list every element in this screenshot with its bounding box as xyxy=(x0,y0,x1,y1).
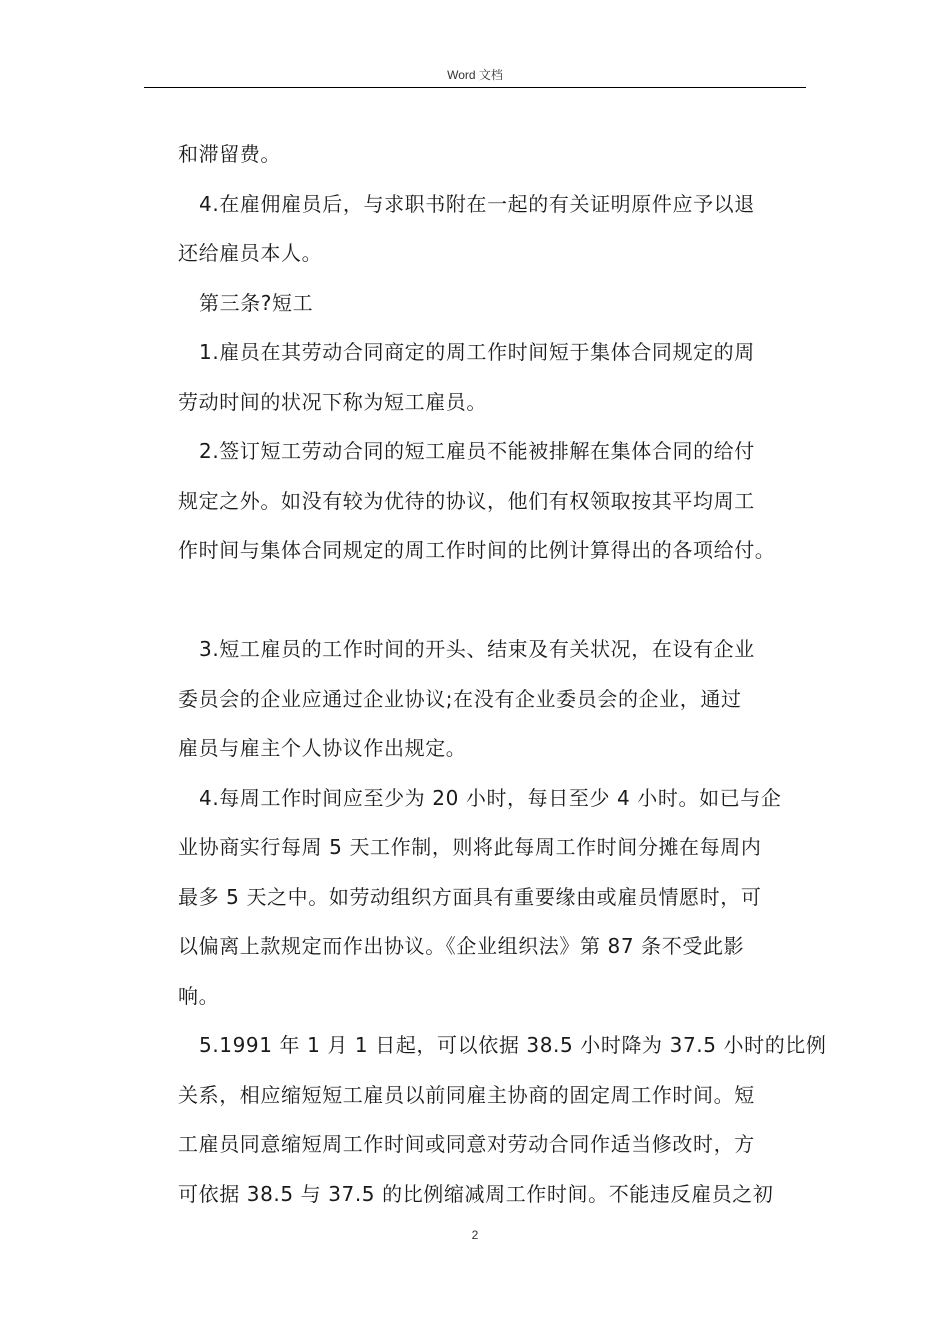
document-body xyxy=(178,130,827,1219)
text-line: 最多 5 天之中。如劳动组织方面具有重要缘由或雇员情愿时，可 xyxy=(178,884,762,909)
text-line: 业协商实行每周 5 天工作制，则将此每周工作时间分摊在每周内 xyxy=(178,835,762,859)
text-line: 5.1991 年 1 月 1 日起，可以依据 38.5 小时降为 37.5 小时的比例 xyxy=(199,1033,827,1057)
text-line: 劳动时间的状况下称为短工雇员。 xyxy=(178,389,487,414)
text-line: 作时间与集体合同规定的周工作时间的比例计算得出的各项给付。 xyxy=(178,538,776,562)
text-line: 和滞留费。 xyxy=(178,142,281,166)
text-line: 1.雇员在其劳动合同商定的周工作时间短于集体合同规定的周 xyxy=(199,340,755,364)
page-header: Word 文档 xyxy=(447,68,503,82)
text-line: 工雇员同意缩短周工作时间或同意对劳动合同作适当修改时，方 xyxy=(178,1132,755,1156)
header-divider xyxy=(144,87,806,88)
text-line: 4.每周工作时间应至少为 20 小时，每日至少 4 小时。如已与企 xyxy=(199,785,782,810)
text-line: 3.短工雇员的工作时间的开头、结束及有关状况，在设有企业 xyxy=(199,637,755,661)
text-line: 响。 xyxy=(178,983,220,1008)
text-line: 雇员与雇主个人协议作出规定。 xyxy=(178,736,467,760)
text-line: 可依据 38.5 与 37.5 的比例缩减周工作时间。不能违反雇员之初 xyxy=(178,1181,774,1206)
text-line: 2.签订短工劳动合同的短工雇员不能被排解在集体合同的给付 xyxy=(199,439,755,463)
text-line: 规定之外。如没有较为优待的协议，他们有权领取按其平均周工 xyxy=(178,488,755,513)
text-line: 关系，相应缩短短工雇员以前同雇主协商的固定周工作时间。短 xyxy=(178,1082,755,1107)
text-line: 委员会的企业应通过企业协议;在没有企业委员会的企业，通过 xyxy=(178,686,742,711)
blank-line xyxy=(178,576,808,626)
text-line: 还给雇员本人。 xyxy=(178,241,323,265)
text-line: 以偏离上款规定而作出协议。《企业组织法》第 87 条不受此影 xyxy=(178,934,745,958)
text-line: 4.在雇佣雇员后，与求职书附在一起的有关证明原件应予以退 xyxy=(199,191,755,216)
section-heading: 第三条?短工 xyxy=(199,290,314,315)
page-number: 2 xyxy=(471,1228,479,1242)
